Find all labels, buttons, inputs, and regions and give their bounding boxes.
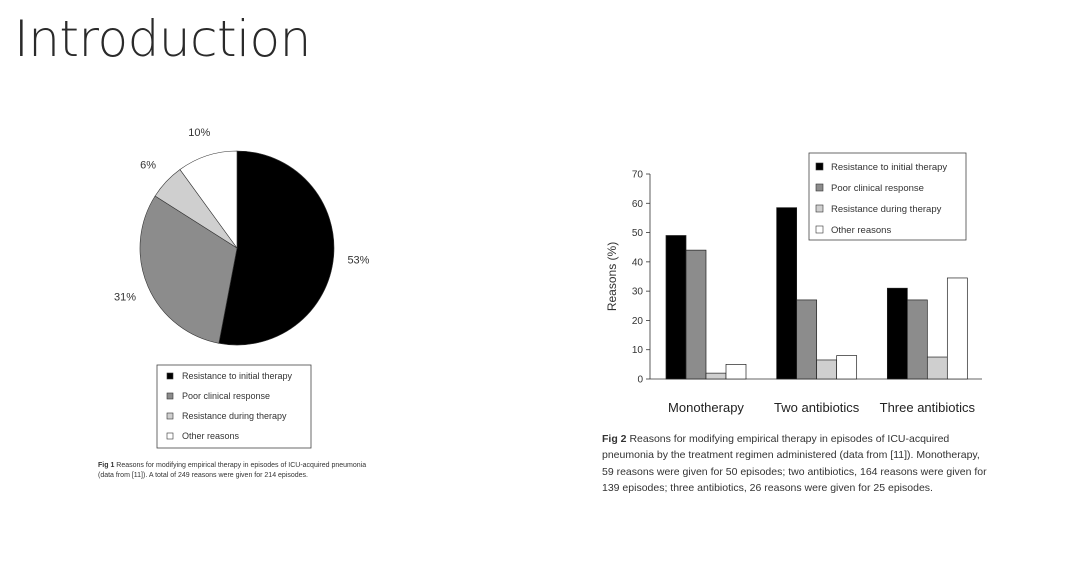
bar-monotherapy-resistance-to-initial-therapy — [666, 236, 686, 380]
fig1-caption-text: Reasons for modifying empirical therapy in episodes of ICU-acquired pneumonia (data from [11]). A total of 249 reasons were given for 214 episodes. — [98, 462, 367, 480]
pie-value-label: 10% — [188, 126, 211, 139]
pie-legend — [157, 365, 311, 448]
y-tick-label: 20 — [631, 315, 643, 327]
pie-legend-label: Other reasons — [182, 431, 240, 441]
fig1-caption — [98, 461, 370, 481]
pie-legend-label: Poor clinical response — [182, 391, 271, 401]
pie-legend-swatch — [167, 393, 173, 399]
bar-monotherapy-poor-clinical-response — [686, 250, 706, 379]
bar-two-antibiotics-resistance-to-initial-therapy — [777, 208, 797, 379]
bar-two-antibiotics-other-reasons — [837, 356, 857, 379]
y-tick-label: 70 — [631, 169, 643, 181]
y-tick-label: 60 — [631, 198, 643, 210]
x-category-label: Two antibiotics — [774, 400, 860, 415]
bar-legend-swatch — [816, 205, 823, 212]
pie-chart — [90, 126, 450, 460]
x-category-label: Monotherapy — [668, 400, 744, 415]
fig2-caption — [602, 431, 994, 497]
bar-three-antibiotics-resistance-during-therapy — [927, 357, 947, 379]
y-tick-label: 10 — [631, 345, 643, 357]
bar-legend-swatch — [816, 184, 823, 191]
bar-two-antibiotics-resistance-during-therapy — [817, 360, 837, 379]
pie-value-label: 31% — [114, 291, 137, 304]
bar-legend-label: Resistance to initial therapy — [831, 162, 948, 173]
bar-legend — [809, 153, 966, 240]
x-category-label: Three antibiotics — [879, 400, 976, 415]
bar-chart — [590, 148, 1010, 418]
bar-legend-swatch — [816, 163, 823, 170]
y-tick-label: 0 — [637, 374, 643, 386]
y-tick-label: 30 — [631, 286, 643, 298]
fig1-caption-label: Fig 1 — [98, 462, 115, 469]
pie-value-label: 53% — [347, 254, 370, 267]
y-tick-label: 40 — [631, 257, 643, 269]
pie-value-label: 6% — [140, 159, 157, 172]
fig2-caption-label: Fig 2 — [602, 433, 627, 445]
bar-legend-label: Poor clinical response — [831, 183, 924, 194]
bar-legend-swatch — [816, 226, 823, 233]
pie-legend-label: Resistance to initial therapy — [182, 371, 293, 381]
bar-three-antibiotics-resistance-to-initial-therapy — [887, 288, 907, 379]
y-axis-label: Reasons (%) — [605, 241, 619, 312]
bar-three-antibiotics-poor-clinical-response — [907, 300, 927, 379]
pie-legend-swatch — [167, 413, 173, 419]
pie-legend-swatch — [167, 373, 173, 379]
pie-legend-label: Resistance during therapy — [182, 411, 287, 421]
bar-legend-label: Other reasons — [831, 225, 892, 236]
bar-two-antibiotics-poor-clinical-response — [797, 300, 817, 379]
bar-three-antibiotics-other-reasons — [947, 278, 967, 379]
y-tick-label: 50 — [631, 228, 643, 240]
bar-monotherapy-resistance-during-therapy — [706, 373, 726, 379]
bar-monotherapy-other-reasons — [726, 364, 746, 379]
bar-legend-label: Resistance during therapy — [831, 204, 942, 215]
pie-legend-swatch — [167, 433, 173, 439]
slide-title: Introduction — [14, 10, 311, 68]
fig2-caption-text: Reasons for modifying empirical therapy in episodes of ICU-acquired pneumonia by the treatment regimen administered (data from [11]). Monotherapy, 59 reasons were given for 50 episodes; two antibiotics, 164 reasons were given for 139 episodes; three antibiotics, 26 reasons were given for 25 episodes. — [602, 433, 987, 495]
